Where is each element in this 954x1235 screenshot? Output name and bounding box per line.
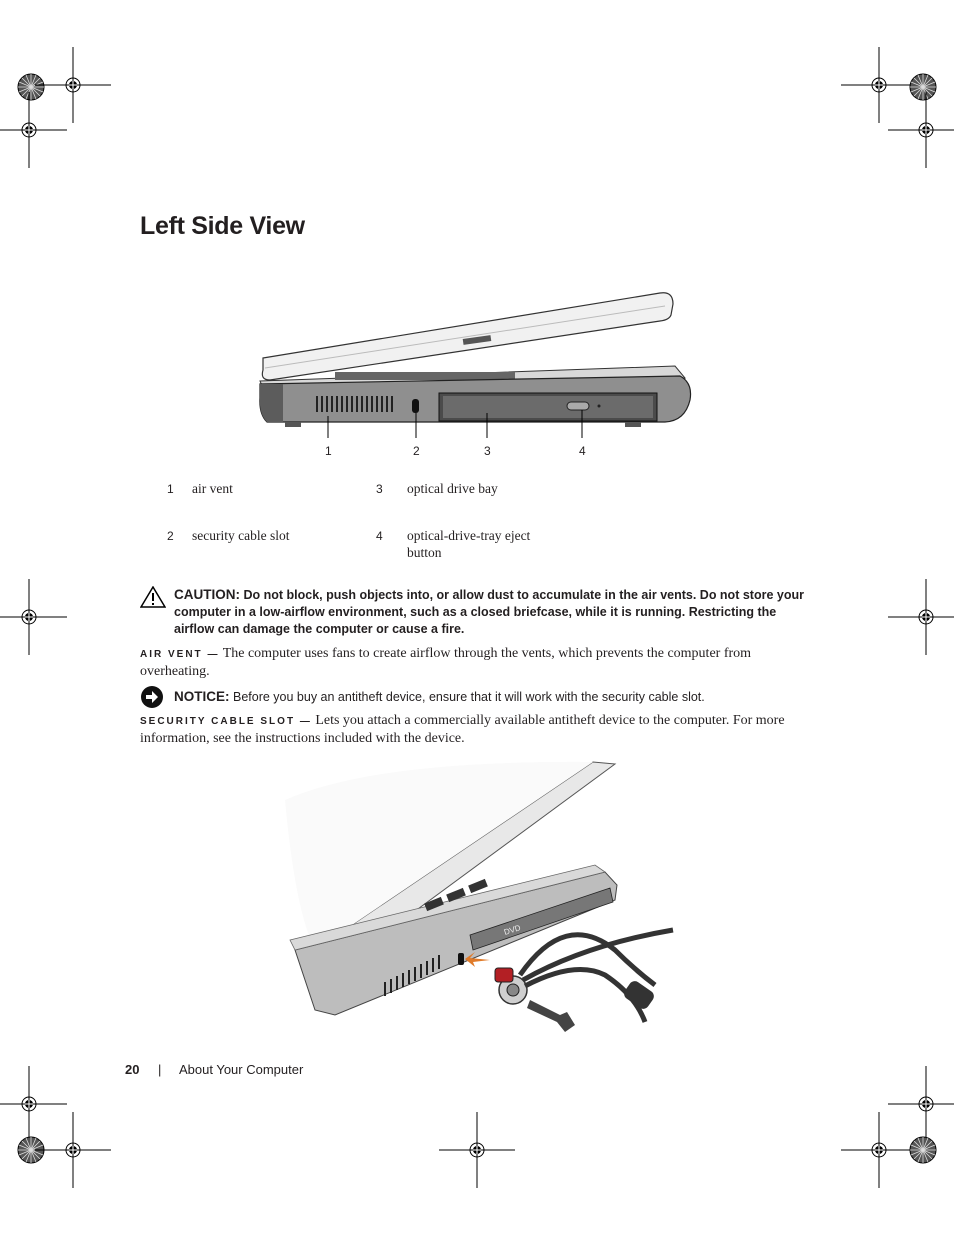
legend-number: 4 [376,529,383,543]
legend-number: 3 [376,482,383,496]
dvd-logo: DVD [502,923,522,937]
air-vent-paragraph [140,645,800,680]
air-vent-text: The computer uses fans to create airflow through the vents, which prevents the computer from overheating. [140,646,752,679]
legend-number: 2 [167,529,174,543]
legend-label: security cable slot [192,528,290,543]
air-vent-term: AIR VENT — [140,649,220,660]
notice-text: Before you buy an antitheft device, ensure that it will work with the security cable slot. [232,690,705,704]
legend-label: air vent [192,481,233,496]
footer-section-title: About Your Computer [179,1062,304,1077]
caution-text: Do not block, push objects into, or allow dust to accumulate in the air vents. Do not store your computer in a low-airflow environment, such as a closed briefcase, while it is running. Restricting the airflow can damage the computer or cause a fire. [174,588,804,636]
footer-separator: | [158,1062,162,1077]
cable-lock-illustration [275,760,675,1035]
caution-label: CAUTION: [174,587,240,602]
legend-number: 1 [167,482,174,496]
notice-note [174,688,806,706]
security-slot-term: SECURITY CABLE SLOT — [140,716,312,727]
notice-arrow-icon [140,685,164,709]
page-title: Left Side View [140,212,305,240]
page-number: 20 [125,1062,140,1077]
caution-triangle-icon [140,586,166,608]
laptop-left-side-illustration [255,288,695,438]
callout-1: 1 [325,444,332,458]
callout-3: 3 [484,444,491,458]
legend-label: optical-drive-tray eject button [407,528,531,560]
security-slot-paragraph [140,712,800,747]
caution-note [174,586,806,638]
notice-label: NOTICE: [174,689,230,704]
legend-label: optical drive bay [407,481,498,496]
callout-2: 2 [413,444,420,458]
security-slot-text: Lets you attach a commercially available antitheft device to the computer. For more information, see the instructions included with the device. [140,713,785,746]
callout-4: 4 [579,444,586,458]
